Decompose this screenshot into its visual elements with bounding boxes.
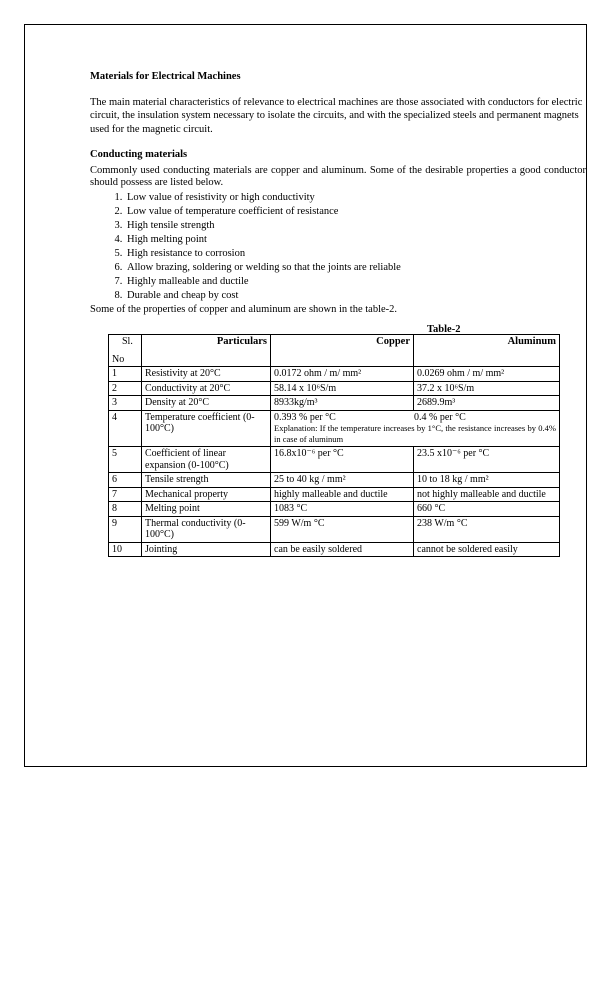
table-row: [109, 502, 560, 517]
header-particulars: Particulars: [142, 335, 271, 367]
cell-copper: can be easily soldered: [271, 542, 414, 557]
cell-aluminum: 10 to 18 kg / mm²: [414, 473, 560, 488]
cell-aluminum: 0.0269 ohm / m/ mm²: [414, 367, 560, 382]
list-item: 2. Low value of temperature coefficient of resistance: [125, 205, 586, 219]
cell-no: 2: [109, 381, 142, 396]
cell-copper: 8933kg/m³: [271, 396, 414, 411]
cell-aluminum: 660 °C: [414, 502, 560, 517]
cell-particular: Resistivity at 20°C: [142, 367, 271, 382]
cell-no: 9: [109, 516, 142, 542]
table-row: [109, 410, 560, 447]
cell-aluminum: not highly malleable and ductile: [414, 487, 560, 502]
table-row: [109, 396, 560, 411]
cell-aluminum: 23.5 x10⁻⁶ per °C: [414, 447, 560, 473]
table-row: [109, 447, 560, 473]
cell-copper: highly malleable and ductile: [271, 487, 414, 502]
cell-particular: Density at 20°C: [142, 396, 271, 411]
list-item: 5. High resistance to corrosion: [125, 247, 586, 261]
document-body: [90, 70, 586, 316]
cell-particular: Coefficient of linear expansion (0-100°C): [142, 447, 271, 473]
list-item: 7. Highly malleable and ductile: [125, 275, 586, 289]
cell-particular: Thermal conductivity (0-100°C): [142, 516, 271, 542]
cell-particular: Temperature coefficient (0-100°C): [142, 410, 271, 447]
properties-list: [90, 191, 586, 303]
cell-no: 10: [109, 542, 142, 557]
cell-aluminum: cannot be soldered easily: [414, 542, 560, 557]
cell-particular: Melting point: [142, 502, 271, 517]
cell-no: 1: [109, 367, 142, 382]
table-row: [109, 542, 560, 557]
cell-no: 7: [109, 487, 142, 502]
table-caption: Table-2: [427, 324, 461, 335]
cell-no: 8: [109, 502, 142, 517]
list-item: 8. Durable and cheap by cost: [125, 289, 586, 303]
header-sl-no: [109, 335, 142, 367]
table-row: [109, 473, 560, 488]
cell-copper: 0.0172 ohm / m/ mm²: [271, 367, 414, 382]
intro-paragraph: The main material characteristics of relevance to electrical machines are those associated with conductors for electric circuit, the insulation system necessary to isolate the circuits, and with the specialized steels and permanent magnets used for the magnetic circuit.: [90, 96, 583, 135]
list-item: 3. High tensile strength: [125, 219, 586, 233]
cell-explanation: Explanation: If the temperature increases by 1°C, the resistance increases by 0.4% in case of aluminum: [274, 423, 556, 444]
cell-particular: Tensile strength: [142, 473, 271, 488]
table-row: [109, 381, 560, 396]
cell-copper-aluminum: [271, 410, 560, 447]
list-item: 6. Allow brazing, soldering or welding so that the joints are reliable: [125, 261, 586, 275]
properties-table: [108, 334, 560, 557]
section-paragraph: Commonly used conducting materials are copper and aluminum. Some of the desirable properties a good conductor should possess are listed below.: [90, 164, 586, 188]
cell-copper: 1083 °C: [271, 502, 414, 517]
cell-no: 6: [109, 473, 142, 488]
cell-particular: Conductivity at 20°C: [142, 381, 271, 396]
table-row: [109, 487, 560, 502]
cell-aluminum: 0.4 % per °C: [414, 411, 466, 423]
document-title: Materials for Electrical Machines: [90, 71, 241, 82]
cell-aluminum: 238 W/m °C: [414, 516, 560, 542]
cell-aluminum: 2689.9m³: [414, 396, 560, 411]
section-heading: Conducting materials: [90, 149, 188, 160]
cell-copper: 16.8x10⁻⁶ per °C: [271, 447, 414, 473]
cell-no: 5: [109, 447, 142, 473]
cell-copper: 58.14 x 10⁶S/m: [271, 381, 414, 396]
cell-no: 3: [109, 396, 142, 411]
cell-particular: Jointing: [142, 542, 271, 557]
cell-copper: 599 W/m °C: [271, 516, 414, 542]
table-row: [109, 367, 560, 382]
header-aluminum: Aluminum: [414, 335, 560, 367]
cell-copper: 0.393 % per °C: [274, 411, 336, 423]
list-item: 1. Low value of resistivity or high conductivity: [125, 191, 586, 205]
header-copper: Copper: [271, 335, 414, 367]
list-item: 4. High melting point: [125, 233, 586, 247]
header-no: No: [112, 353, 125, 365]
cell-copper: 25 to 40 kg / mm²: [271, 473, 414, 488]
table-header-row: [109, 335, 560, 367]
table-row: [109, 516, 560, 542]
table-intro: Some of the properties of copper and aluminum are shown in the table-2.: [90, 303, 398, 315]
cell-particular: Mechanical property: [142, 487, 271, 502]
cell-no: 4: [109, 410, 142, 447]
cell-aluminum: 37.2 x 10⁶S/m: [414, 381, 560, 396]
header-sl: Sl.: [122, 336, 133, 347]
